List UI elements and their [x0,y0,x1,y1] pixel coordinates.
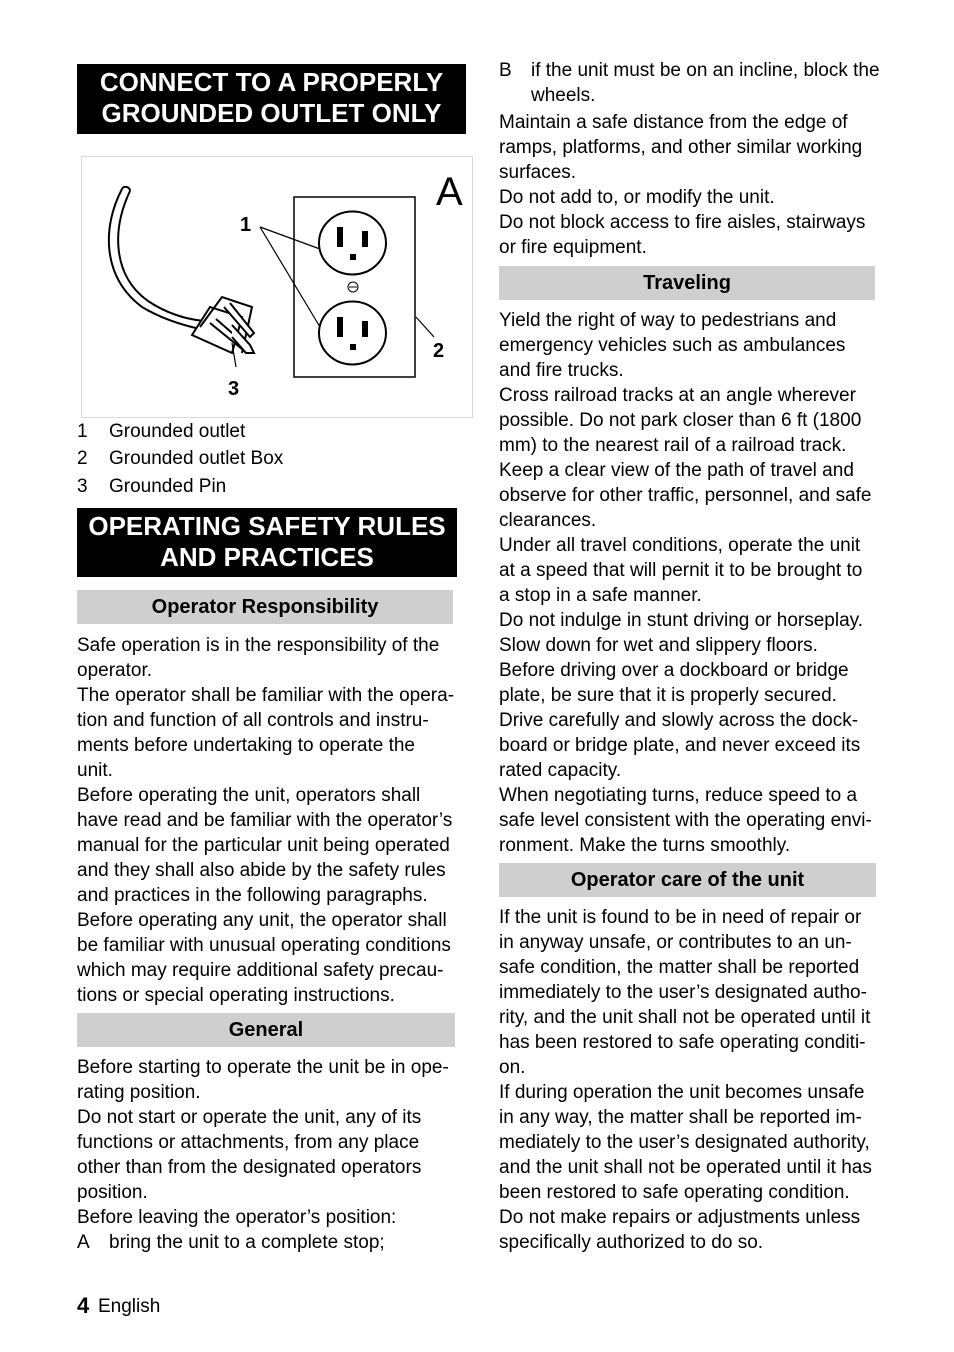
subheading-operator-care: Operator care of the unit [499,863,876,897]
text-line: Drive carefully and slowly across the dock- [499,710,859,731]
text-line: Keep a clear view of the path of travel and [499,460,854,481]
text-line: mm) to the nearest rail of a railroad track. [499,435,847,456]
text-line: Maintain a safe distance from the edge of [499,112,848,133]
text-line: Yield the right of way to pedestrians and [499,310,837,331]
text-line: on. [499,1057,526,1078]
outlet-figure [81,156,473,418]
text-line: safe condition, the matter shall be reported [499,957,860,978]
text-line: a stop in a safe manner. [499,585,702,606]
text-line: manual for the particular unit being operated [77,835,450,856]
text-line: rating position. [77,1082,201,1103]
text-line: Do not add to, or modify the unit. [499,187,775,208]
text-line: surfaces. [499,162,577,183]
text-line: Do not make repairs or adjustments unless [499,1207,861,1228]
callout-2: 2 [433,340,445,362]
text-line: or fire equipment. [499,237,647,258]
heading-line: CONNECT TO A PROPERLY [99,67,444,97]
general-continued-text [499,110,899,260]
text-line: clearances. [499,510,597,531]
heading-line: OPERATING SAFETY RULES [88,511,446,541]
text-line: at a speed that will pernit it to be brought to [499,560,863,581]
text-line: unit. [77,760,113,781]
figure-letter: A [436,170,463,214]
text-line: board or bridge plate, and never exceed its [499,735,861,756]
text-line: and they shall also abide by the safety rules [77,860,446,881]
text-line: ronment. Make the turns smoothly. [499,835,791,856]
text-line: be familiar with unusual operating conditions [77,935,451,956]
outlet-plug-illustration [82,157,474,419]
text-line: possible. Do not park closer than 6 ft (1800 [499,410,862,431]
text-line: in anyway unsafe, or contributes to an un- [499,932,852,953]
callout-1: 1 [240,214,252,236]
text-line: Before operating the unit, operators shall [77,785,421,806]
page-language: English [98,1296,161,1317]
text-line: position. [77,1182,148,1203]
text-line: specifically authorized to do so. [499,1232,764,1253]
list-text: wheels. [531,85,596,106]
text-line: Safe operation is in the responsibility of the [77,635,440,656]
text-line: functions or attachments, from any place [77,1132,420,1153]
text-line: plate, be sure that it is properly secured. [499,685,837,706]
callout-3: 3 [228,378,240,400]
text-line: which may require additional safety precau- [77,960,444,981]
socket-bottom-icon [319,302,386,365]
list-letter: A [77,1232,90,1253]
legend-text: Grounded Pin [109,476,227,497]
legend-text: Grounded outlet [109,421,246,442]
text-line: tions or special operating instructions. [77,985,395,1006]
text-line: Do not start or operate the unit, any of its [77,1107,422,1128]
screw-icon [348,282,358,292]
legend-num: 2 [77,448,88,469]
page-number: 4 [77,1293,90,1318]
text-line: rity, and the unit shall not be operated until it [499,1007,871,1028]
text-line: been restored to safe operating condition. [499,1182,850,1203]
socket-top-icon [319,212,386,275]
general-text [77,1055,477,1230]
text-line: If the unit is found to be in need of repair or [499,907,862,928]
text-line: Before leaving the operator’s position: [77,1207,397,1228]
operator-care-text [499,905,899,1255]
text-line: tion and function of all controls and instru- [77,710,429,731]
subheading-general: General [77,1013,455,1047]
text-line: Do not block access to fire aisles, stairways [499,212,866,233]
text-line: mediately to the user’s designated authority, [499,1132,870,1153]
text-line: have read and be familiar with the operator’s [77,810,453,831]
text-line: ramps, platforms, and other similar working [499,137,863,158]
text-line: and practices in the following paragraphs. [77,885,428,906]
text-line: The operator shall be familiar with the opera- [77,685,455,706]
text-line: immediately to the user’s designated autho- [499,982,867,1003]
text-line: rated capacity. [499,760,622,781]
text-line: has been restored to safe operating conditi- [499,1032,866,1053]
text-line: operator. [77,660,152,681]
text-line: safe level consistent with the operating envi- [499,810,872,831]
legend-text: Grounded outlet Box [109,448,284,469]
heading-line: GROUNDED OUTLET ONLY [101,98,442,128]
text-line: Under all travel conditions, operate the unit [499,535,861,556]
traveling-text [499,308,899,858]
text-line: When negotiating turns, reduce speed to a [499,785,858,806]
list-text: if the unit must be on an incline, block the [531,60,880,81]
list-text: bring the unit to a complete stop; [109,1232,385,1253]
text-line: other than from the designated operators [77,1157,422,1178]
text-line: Before starting to operate the unit be in ope- [77,1057,449,1078]
text-line: Cross railroad tracks at an angle wherever [499,385,856,406]
heading-grounded-outlet [77,64,466,134]
heading-line: AND PRACTICES [160,542,374,572]
list-letter: B [499,60,512,81]
text-line: Before operating any unit, the operator shall [77,910,447,931]
text-line: and fire trucks. [499,360,624,381]
plug-icon [192,297,254,353]
legend-num: 3 [77,476,88,497]
text-line: Do not indulge in stunt driving or horseplay. [499,610,864,631]
subheading-traveling: Traveling [499,266,875,300]
heading-operating-safety [77,508,457,577]
text-line: in any way, the matter shall be reported im- [499,1107,862,1128]
text-line: If during operation the unit becomes unsafe [499,1082,865,1103]
subheading-operator-responsibility: Operator Responsibility [77,590,453,624]
text-line: Before driving over a dockboard or bridge [499,660,849,681]
text-line: and the unit shall not be operated until it has [499,1157,872,1178]
text-line: ments before undertaking to operate the [77,735,416,756]
legend-num: 1 [77,421,88,442]
text-line: observe for other traffic, personnel, and safe [499,485,872,506]
operator-responsibility-text [77,633,477,1008]
text-line: Slow down for wet and slippery floors. [499,635,818,656]
text-line: emergency vehicles such as ambulances [499,335,846,356]
